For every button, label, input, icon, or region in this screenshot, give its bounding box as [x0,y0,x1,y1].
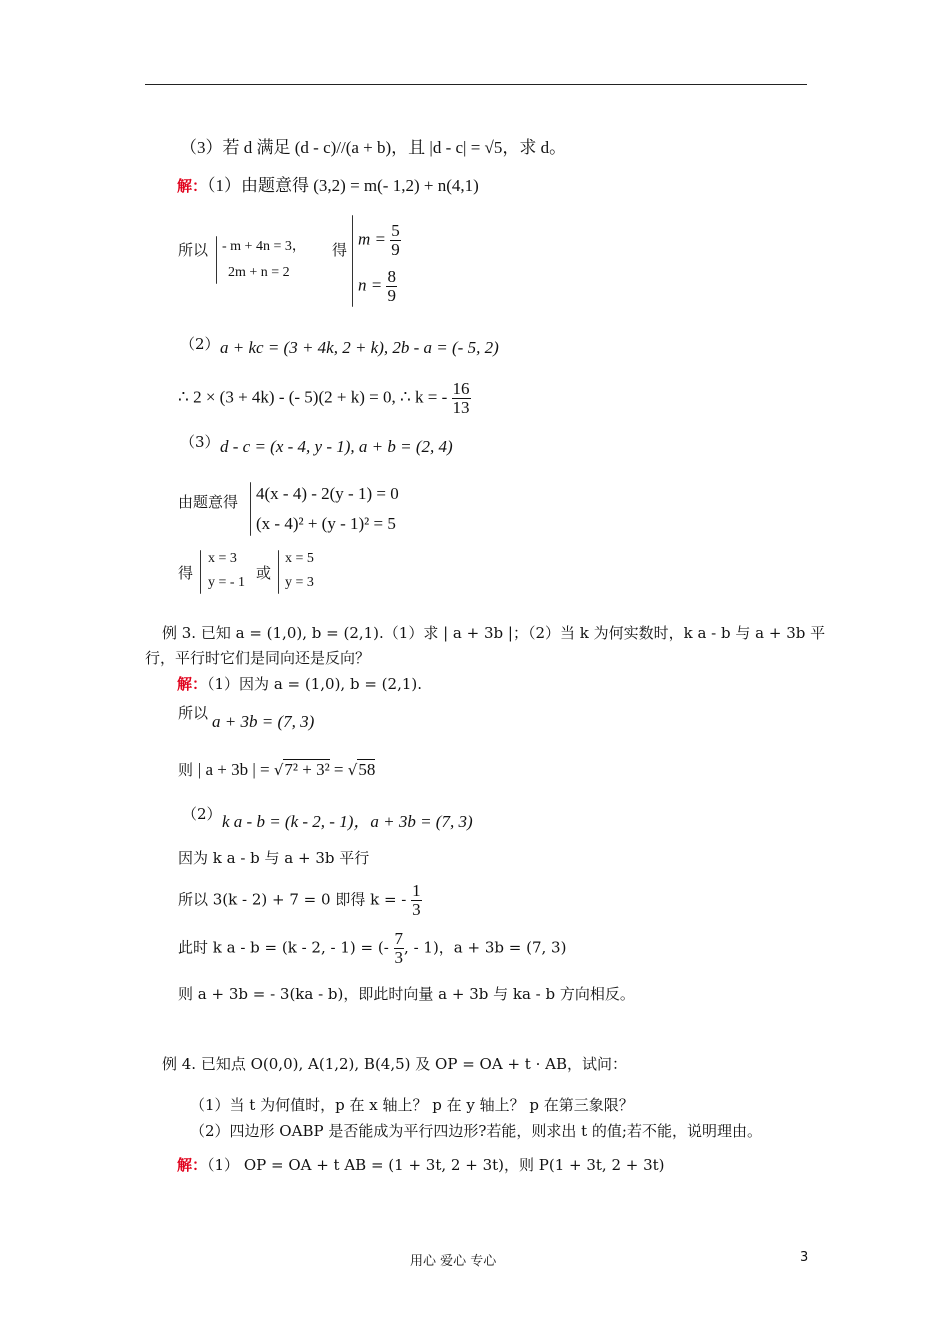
example-4-question-1: （1）当 t 为何值时，p 在 x 轴上？ p 在 y 轴上？ p 在第三象限？ [190,1096,634,1114]
system-eq-1b: 2m + n = 2 [228,265,290,280]
example-3-line-3-eq: k a - b = (k - 2, - 1)，a + 3b = (7, 3) [222,812,473,831]
solution-line-2-eq: a + kc = (3 + 4k, 2 + k), 2b - a = (- 5, 2) [220,338,499,357]
system-label-1: 所以 [178,241,209,259]
page-number: 3 [800,1250,809,1265]
solution-label: 解： [177,177,208,195]
system-brace-1 [216,236,217,284]
system-eq-1a: - m + 4n = 3， [222,239,306,254]
example-3-title-cont: 行，平行时它们是同向还是反向？ [145,649,371,667]
example-3-line-1-label: 所以 [178,704,209,722]
system-eq-4b: y = - 1 [208,575,246,590]
solution-line-3: ∴ 2 × (3 + 4k) - (- 5)(2 + k) = 0, ∴ k = - $\frac{16}{13}$ [178,379,470,417]
solution-line-2: （2） [180,335,220,353]
system-brace-2 [352,215,353,307]
example-3-solution-1: 解：（1）因为 a = (1,0), b = (2,1). [177,675,423,693]
example-4-solution-1: 解：（1） OP = OA + t AB = (1 + 3t, 2 + 3t)，则 P(1 + 3t, 2 + 3t) [177,1156,665,1174]
example-3-line-1: a + 3b = (7, 3) [212,712,315,731]
system-eq-5a: x = 5 [285,551,314,566]
solution-line-4: （3） [180,433,220,451]
system-eq-3b: (x - 4)² + (y - 1)² = 5 [256,514,396,533]
example-3-line-2: 则 | a + 3b | = √7² + 3² = √58 [178,760,376,779]
example-3-line-4: 因为 k a - b 与 a + 3b 平行 [178,849,370,867]
example-3-line-7: 则 a + 3b = - 3(ka - b)，即此时向量 a + 3b 与 ka - b 方向相反。 [178,985,635,1003]
system-or-label: 或 [256,564,272,582]
system-brace-5 [278,550,279,594]
solution-line-1: 解：（1）由题意得 (3,2) = m(- 1,2) + n(4,1) [177,176,479,195]
example-3-line-5: 所以 3(k - 2) + 7 = 0 即得 k = - $\frac{1}{3}$ [178,881,421,919]
system-result-label: 得 [332,241,348,259]
system-label-3: 由题意得 [178,493,239,511]
example-4-title: 例 4. 已知点 O(0,0), A(1,2), B(4,5) 及 OP = OA + t · AB，试问： [162,1055,627,1073]
system-result-m: m = $\frac{5}{9}$ [358,221,400,259]
system-brace-4 [200,550,201,594]
system-result-n: n = $\frac{8}{9}$ [358,267,396,305]
example-3-title: 例 3. 已知 a = (1,0), b = (2,1).（1）求 | a + 3b |；（2）当 k 为何实数时，k a - b 与 a + 3b 平 [162,624,826,642]
system-label-4: 得 [178,564,194,582]
solution-line-4-eq: d - c = (x - 4, y - 1), a + b = (2, 4) [220,437,453,456]
footer-center-text: 用心 爱心 专心 [410,1254,497,1269]
system-eq-4a: x = 3 [208,551,237,566]
system-eq-5b: y = 3 [285,575,314,590]
system-brace-3 [250,482,251,536]
text-line-part3-question: （3）若 d 满足 (d - c)//(a + b)，且 |d - c| = √5，求 d。 [180,138,567,157]
example-4-question-2: （2）四边形 OABP 是否能成为平行四边形?若能，则求出 t 的值;若不能，说明理由。 [190,1122,762,1140]
example-3-line-3: （2） [182,805,222,823]
example-3-line-6: 此时 k a - b = (k - 2, - 1) = (- $\frac{7}{3}$ , - 1)，a + 3b = (7, 3) [178,929,567,967]
system-eq-3a: 4(x - 4) - 2(y - 1) = 0 [256,484,399,503]
header-rule [145,84,807,85]
